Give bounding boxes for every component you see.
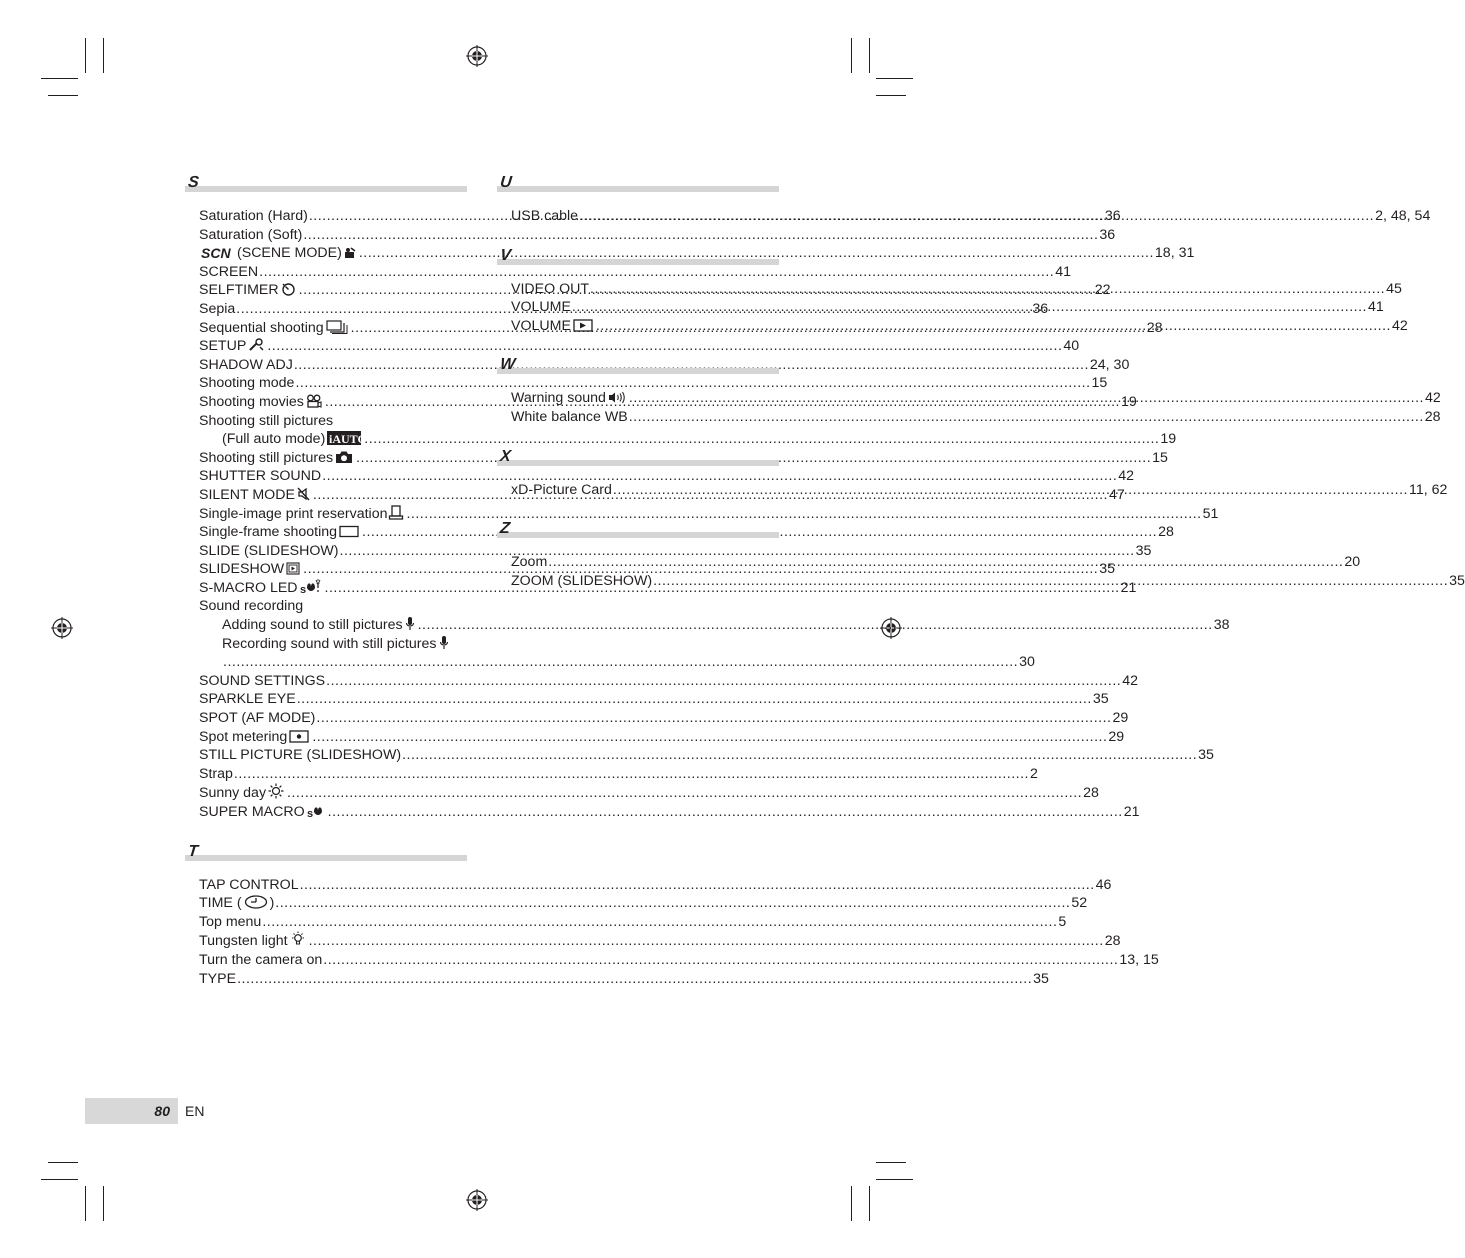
entry-page-ref: 42 xyxy=(1118,468,1135,485)
dot-leader xyxy=(316,709,1111,728)
entry-text: Single-frame shooting xyxy=(199,524,338,541)
entry-page-ref: 42 xyxy=(1122,672,1138,689)
section-bar xyxy=(497,460,779,466)
sunny-icon xyxy=(268,783,284,799)
entry-text: Sepia xyxy=(199,300,236,317)
dot-leader xyxy=(596,317,1391,336)
entry-page-ref: 51 xyxy=(1202,505,1219,522)
entry-text: Sequential shooting xyxy=(199,319,324,336)
crop-mark xyxy=(103,1186,104,1221)
section-header xyxy=(497,246,779,266)
entry-page-ref: 42 xyxy=(1424,390,1441,407)
entry-term xyxy=(199,672,325,691)
index-section-t xyxy=(185,842,1159,989)
clock-icon xyxy=(244,895,268,909)
dot-leader xyxy=(548,553,1343,572)
entry-page-ref: 35 xyxy=(1099,561,1115,578)
section-bar xyxy=(185,855,467,861)
dot-leader xyxy=(328,803,1123,822)
entry-term xyxy=(199,765,233,784)
entry-term xyxy=(199,281,298,300)
crop-mark xyxy=(85,1186,86,1221)
entry-page-ref: 21 xyxy=(1120,579,1137,596)
entry-page-ref: 41 xyxy=(1368,299,1384,316)
index-entry xyxy=(199,931,1121,951)
entry-term xyxy=(511,317,595,336)
entry-term xyxy=(199,931,308,951)
entry-term xyxy=(199,894,274,913)
entry-term xyxy=(199,393,324,412)
entry-term xyxy=(199,951,322,970)
index-entry xyxy=(199,765,1038,784)
entry-text: White balance WB xyxy=(511,408,628,425)
setup-icon xyxy=(248,338,264,352)
entry-term xyxy=(199,486,312,505)
index-entry xyxy=(199,430,1177,449)
entry-term xyxy=(199,579,324,598)
print-icon xyxy=(389,505,403,520)
index-entry xyxy=(199,783,1099,803)
entry-text: Tungsten light xyxy=(199,933,288,950)
entry-page-ref: 11, 62 xyxy=(1409,481,1448,498)
entry-term xyxy=(511,481,612,500)
index-entry xyxy=(199,412,467,431)
section-header xyxy=(497,447,779,467)
scn-icon xyxy=(201,245,235,262)
selftimer-icon xyxy=(281,282,296,296)
crop-mark xyxy=(876,1179,913,1180)
crop-mark xyxy=(851,38,852,73)
entry-text: S-MACRO LED xyxy=(199,579,298,596)
registration-mark-icon xyxy=(51,617,73,639)
index-entry xyxy=(511,408,1441,427)
entry-text: Zoom xyxy=(511,554,548,571)
entry-page-ref: 29 xyxy=(1108,728,1125,745)
crop-mark xyxy=(48,95,78,96)
entry-term xyxy=(199,337,266,356)
entry-term xyxy=(511,389,628,408)
dot-leader xyxy=(402,746,1197,765)
section-header xyxy=(497,355,779,375)
index-entry xyxy=(199,505,1219,524)
entry-text: TYPE xyxy=(199,970,237,987)
section-bar xyxy=(497,368,779,374)
section-letter: S xyxy=(187,174,200,191)
dot-leader xyxy=(326,672,1121,691)
entry-term xyxy=(511,572,652,591)
movie-icon xyxy=(306,394,322,408)
entry-text: VOLUME xyxy=(511,299,571,316)
entry-text: SOUND SETTINGS xyxy=(199,672,326,689)
index-entry xyxy=(199,913,1067,932)
entry-page-ref: 36 xyxy=(1099,226,1116,243)
entry-text-after: ) xyxy=(269,895,275,912)
entry-text: Sunny day xyxy=(199,785,267,802)
language-code: EN xyxy=(185,1103,205,1119)
entry-text: SHADOW ADJ xyxy=(199,356,293,373)
dot-leader xyxy=(653,572,1448,591)
dot-leader xyxy=(262,913,1057,932)
entry-term xyxy=(222,616,417,635)
entry-text: Saturation (Hard) xyxy=(199,208,308,224)
svg-text:s: s xyxy=(306,808,313,820)
entry-page-ref: 35 xyxy=(1135,542,1152,559)
dot-leader xyxy=(223,653,1018,672)
entry-term xyxy=(199,356,293,375)
svg-text:SCN: SCN xyxy=(201,245,231,262)
entry-term xyxy=(199,523,361,542)
dot-leader xyxy=(323,951,1118,970)
entry-page-ref: 41 xyxy=(1055,263,1071,280)
entry-term xyxy=(199,803,327,822)
entry-page-ref: 15 xyxy=(1091,375,1108,392)
entry-page-ref: 22 xyxy=(1094,282,1111,299)
dot-leader xyxy=(287,784,1082,803)
entry-text: SPARKLE EYE xyxy=(199,691,296,708)
entry-term xyxy=(199,244,358,263)
entry-text: STILL PICTURE (SLIDESHOW) xyxy=(199,747,402,764)
dot-leader xyxy=(297,690,1092,709)
entry-term xyxy=(199,560,302,579)
single-frame-icon xyxy=(339,525,359,538)
entry-term xyxy=(222,430,368,449)
super-macro-icon xyxy=(307,803,325,818)
index-entry xyxy=(199,542,1152,561)
registration-mark-icon xyxy=(466,1189,488,1211)
dot-leader xyxy=(629,408,1424,427)
index-entry xyxy=(199,244,1195,263)
section-bar xyxy=(497,532,779,538)
entry-text: TAP CONTROL xyxy=(199,876,299,893)
smacro-led-icon xyxy=(300,579,322,594)
entry-page-ref: 28 xyxy=(1424,408,1441,425)
crop-mark xyxy=(85,38,86,73)
entry-term xyxy=(199,690,296,709)
entry-term xyxy=(199,746,401,765)
dot-leader xyxy=(629,389,1424,408)
entry-page-ref: 35 xyxy=(1092,691,1109,708)
microphone-icon xyxy=(439,635,449,650)
entry-page-ref: 46 xyxy=(1095,876,1112,893)
section-letter: T xyxy=(187,842,199,860)
entry-text: Shooting mode xyxy=(199,375,295,392)
section-letter: X xyxy=(499,447,512,465)
section-bar xyxy=(497,186,779,192)
entry-term xyxy=(199,913,261,932)
index-entry xyxy=(199,467,1135,486)
index-entry xyxy=(199,263,1071,282)
index-entry xyxy=(199,876,1112,895)
index-entry xyxy=(199,374,1108,393)
dot-leader xyxy=(579,207,1374,226)
entry-text: Strap xyxy=(199,765,233,782)
entry-page-ref: 29 xyxy=(1112,710,1129,727)
index-entry xyxy=(199,709,1129,728)
tungsten-icon xyxy=(290,931,306,947)
entry-term xyxy=(199,412,333,431)
svg-text:s: s xyxy=(299,583,306,596)
entry-term xyxy=(199,505,405,524)
dot-leader xyxy=(572,298,1367,317)
entry-text: ZOOM (SLIDESHOW) xyxy=(511,572,653,589)
dot-leader xyxy=(312,728,1107,747)
page-number: 80 xyxy=(154,1103,170,1119)
entry-text: SLIDESHOW xyxy=(199,561,285,578)
entry-page-ref: 21 xyxy=(1123,804,1140,820)
entry-text: Spot metering xyxy=(199,728,288,745)
entry-page-ref: 45 xyxy=(1386,280,1402,297)
crop-mark xyxy=(41,78,78,79)
index-entry xyxy=(199,635,467,654)
entry-text: TIME ( xyxy=(199,895,242,912)
entry-page-ref: 35 xyxy=(1198,747,1214,764)
entry-text: Shooting movies xyxy=(199,393,304,410)
entry-text: xD-Picture Card xyxy=(511,481,612,498)
spot-metering-icon xyxy=(289,730,309,743)
entry-text: VOLUME xyxy=(511,317,571,334)
crop-mark xyxy=(869,1186,870,1221)
dot-leader xyxy=(234,765,1029,784)
index-entry xyxy=(199,672,1138,691)
entry-page-ref: 47 xyxy=(1109,486,1125,503)
silent-mode-icon xyxy=(297,487,310,501)
entry-term xyxy=(199,876,299,895)
dot-leader xyxy=(613,481,1408,500)
section-letter: U xyxy=(499,174,513,191)
scene-mode-icon xyxy=(344,247,356,259)
entry-text: SHUTTER SOUND xyxy=(199,468,322,485)
entry-term xyxy=(199,374,294,393)
dot-leader xyxy=(300,876,1095,895)
entry-page-ref: 13, 15 xyxy=(1119,951,1159,968)
entry-page-ref: 2 xyxy=(1030,765,1038,782)
entry-page-ref: 38 xyxy=(1213,617,1230,634)
entry-text: Single-image print reservation xyxy=(199,505,388,522)
entry-text: Sound recording xyxy=(199,598,304,615)
crop-mark xyxy=(851,1186,852,1221)
page-number-tab xyxy=(85,1098,178,1124)
dot-leader xyxy=(309,932,1104,951)
section-bar xyxy=(185,186,467,192)
index-entry xyxy=(199,690,1109,709)
entry-text: (SCENE MODE) xyxy=(237,245,342,262)
entry-page-ref: 20 xyxy=(1344,554,1361,571)
entry-term xyxy=(511,207,578,226)
entry-term xyxy=(199,300,235,319)
crop-mark xyxy=(103,38,104,73)
entry-page-ref: 36 xyxy=(1032,300,1049,317)
entry-page-ref: 5 xyxy=(1058,913,1067,930)
entry-page-ref: 42 xyxy=(1392,317,1408,334)
entry-term xyxy=(199,319,350,338)
entry-term xyxy=(511,280,589,299)
entry-page-ref: 28 xyxy=(1104,933,1121,950)
index-entry xyxy=(199,597,467,616)
entry-page-ref: 35 xyxy=(1033,970,1049,987)
entry-text: Turn the camera on xyxy=(199,951,323,968)
entry-page-ref: 15 xyxy=(1152,449,1168,466)
index-entry xyxy=(199,337,1080,356)
entry-page-ref: 35 xyxy=(1449,572,1465,589)
entry-text: (Full auto mode) xyxy=(222,431,326,448)
section-bar xyxy=(497,259,779,265)
playback-icon xyxy=(573,319,593,332)
index-entry xyxy=(199,356,1130,375)
section-header xyxy=(185,842,467,862)
camera-icon xyxy=(335,450,353,464)
index-entry xyxy=(199,803,1140,822)
entry-page-ref: 28 xyxy=(1158,524,1174,541)
index-entry xyxy=(199,616,1230,635)
entry-page-ref: 2, 48, 54 xyxy=(1375,208,1431,224)
entry-term xyxy=(511,408,628,427)
entry-page-ref: 36 xyxy=(1104,208,1121,224)
dot-leader xyxy=(275,894,1070,913)
entry-term xyxy=(199,263,258,282)
index-entry xyxy=(199,226,1116,245)
entry-term xyxy=(199,970,236,989)
dot-leader xyxy=(237,970,1032,989)
sequential-icon xyxy=(326,320,348,334)
section-header xyxy=(497,173,779,193)
crop-mark xyxy=(48,1162,78,1163)
entry-page-ref: 28 xyxy=(1083,785,1099,802)
entry-term xyxy=(511,553,547,572)
entry-list xyxy=(185,862,1159,989)
index-entry xyxy=(199,746,1214,765)
entry-term xyxy=(199,728,311,747)
entry-term xyxy=(199,709,315,728)
index-entry xyxy=(199,951,1159,970)
entry-page-ref: 19 xyxy=(1120,393,1137,410)
entry-term xyxy=(199,467,321,486)
section-header xyxy=(185,173,467,193)
iauto-icon xyxy=(327,431,368,447)
speaker-icon xyxy=(608,391,626,404)
entry-text: USB cable xyxy=(511,208,579,224)
index-entry xyxy=(199,523,1174,542)
dot-leader xyxy=(418,616,1213,635)
dot-leader xyxy=(590,280,1385,299)
index-entry xyxy=(199,449,1168,468)
entry-text: Shooting still pictures xyxy=(199,412,334,429)
entry-text: VIDEO OUT xyxy=(511,280,590,297)
entry-page-ref: 30 xyxy=(1019,654,1035,671)
microphone-icon xyxy=(405,616,415,631)
entry-page-ref: 18, 31 xyxy=(1154,245,1195,262)
index-entry xyxy=(199,894,1088,913)
entry-text: SILENT MODE xyxy=(199,486,295,503)
entry-text: SLIDE (SLIDESHOW) xyxy=(199,542,339,559)
section-letter: Z xyxy=(499,520,511,538)
entry-text: Top menu xyxy=(199,913,262,930)
crop-mark xyxy=(876,78,913,79)
entry-text: Adding sound to still pictures xyxy=(222,617,403,634)
entry-page-ref: 28 xyxy=(1146,319,1163,336)
entry-term xyxy=(199,449,355,468)
crop-mark xyxy=(876,95,906,96)
entry-page-ref: 40 xyxy=(1063,338,1080,355)
entry-text: Saturation (Soft) xyxy=(199,226,303,243)
entry-page-ref: 24, 30 xyxy=(1089,356,1130,373)
entry-text: SELFTIMER xyxy=(199,282,279,299)
section-letter: V xyxy=(499,246,512,264)
entry-term xyxy=(199,207,308,226)
index-entry xyxy=(199,728,1125,747)
crop-mark xyxy=(869,38,870,73)
entry-text: SPOT (AF MODE) xyxy=(199,710,316,727)
entry-term xyxy=(199,783,286,803)
section-letter: W xyxy=(499,356,517,374)
entry-term xyxy=(511,298,571,317)
registration-mark-icon xyxy=(466,45,488,67)
crop-mark xyxy=(876,1162,906,1163)
index-entry xyxy=(199,653,1035,672)
section-header xyxy=(497,519,779,539)
entry-term xyxy=(199,542,339,561)
index-entry xyxy=(199,970,1049,989)
entry-term xyxy=(199,597,303,616)
entry-text: SETUP xyxy=(199,338,247,355)
entry-page-ref: 52 xyxy=(1071,895,1088,912)
entry-page-ref: 19 xyxy=(1160,431,1177,448)
entry-text: Shooting still pictures xyxy=(199,449,334,466)
crop-mark xyxy=(41,1179,78,1180)
svg-text:iAUTO: iAUTO xyxy=(329,432,368,447)
entry-term xyxy=(222,635,451,654)
slideshow-icon xyxy=(286,562,300,575)
entry-term xyxy=(199,226,302,245)
entry-text: SCREEN xyxy=(199,263,259,280)
entry-text: SUPER MACRO xyxy=(199,804,305,820)
entry-text: Recording sound with still pictures xyxy=(222,635,437,652)
entry-text: Warning sound xyxy=(511,390,606,407)
